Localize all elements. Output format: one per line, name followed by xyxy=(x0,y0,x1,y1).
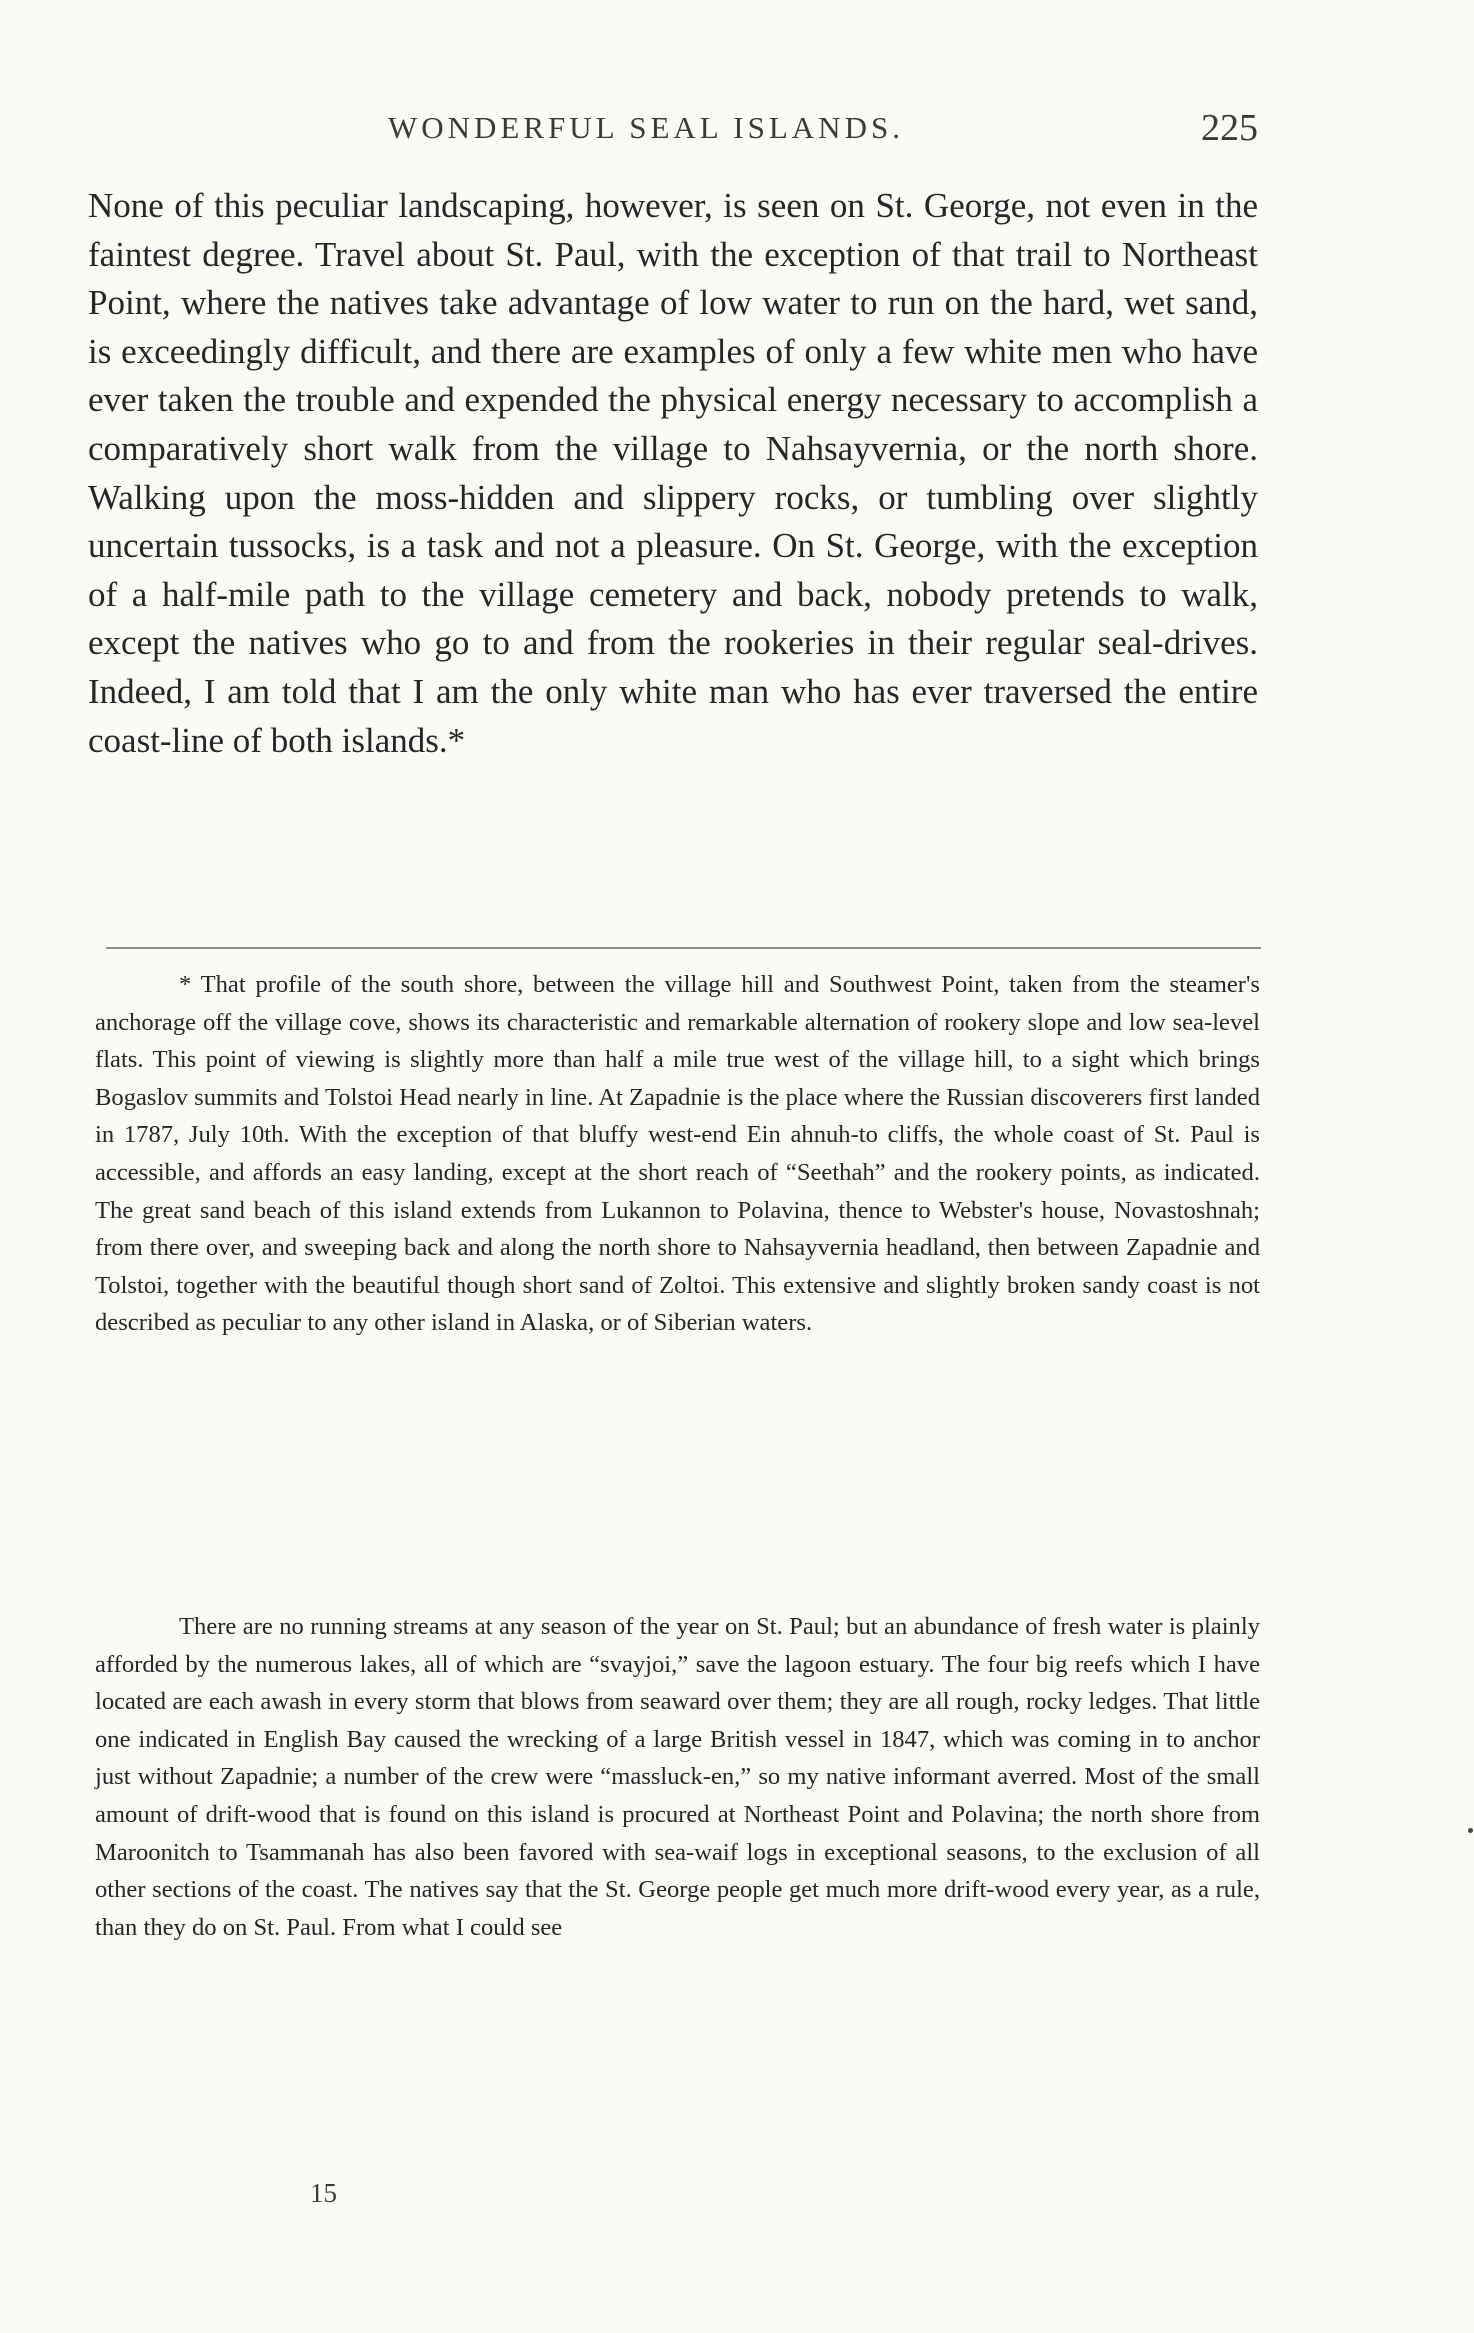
body-paragraph: None of this peculiar landscaping, however, is seen on St. George, not even in the faintest degree. Travel about St. Paul, with the exception of that trail to Northeast Point, where the natives take advantage of low water to run on the hard, wet sand, is exceedingly difficult, and there are examples of only a few white men who have ever taken the trouble and expended the physical energy necessary to accomplish a comparatively short walk from the village to Nahsayvernia, or the north shore. Walking upon the moss-hidden and slippery rocks, or tumbling over slightly uncertain tussocks, is a task and not a pleasure. On St. George, with the exception of a half-mile path to the village cemetery and back, nobody pretends to walk, except the natives who go to and from the rookeries in their regular seal-drives. Indeed, I am told that I am the only white man who has ever traversed the entire coast-line of both islands.* xyxy=(88,186,1258,760)
footnote-paragraph: There are no running streams at any season of the year on St. Paul; but an abundance of fresh water is plainly afforded by the numerous lakes, all of which are “svayjoi,” save the lagoon estuary. The four big reefs which I have located are each awash in every storm that blows from seaward over them; they are all rough, rocky ledges. That little one indicated in English Bay caused the wrecking of a large British vessel in 1847, which was coming in to anchor just without Zapadnie; a number of the crew were “massluck-en,” so my native informant averred. Most of the small amount of drift-wood that is found on this island is procured at Northeast Point and Polavina; the north shore from Maroonitch to Tsammanah has also been favored with sea-waif logs in exceptional seasons, to the exclusion of all other sections of the coast. The natives say that the St. George people get much more drift-wood every year, as a rule, than they do on St. Paul. From what I could see xyxy=(95,1613,1260,1941)
footnote-divider xyxy=(106,947,1261,949)
running-head xyxy=(88,107,1258,160)
signature-mark: 15 xyxy=(310,2178,337,2208)
margin-dot xyxy=(1468,1828,1473,1833)
footnote-paragraph: * That profile of the south shore, between the village hill and Southwest Point, taken from the steamer's anchorage off the village cove, shows its characteristic and remarkable alternation of rookery slope and low sea-level flats. This point of viewing is slightly more than half a mile true west of the village hill, to a sight which brings Bogaslov summits and Tolstoi Head nearly in line. At Zapadnie is the place where the Russian discoverers first landed in 1787, July 10th. With the exception of that bluffy west-end Ein ahnuh-to cliffs, the whole coast of St. Paul is accessible, and affords an easy landing, except at the short reach of “Seethah” and the rookery points, as indicated. The great sand beach of this island extends from Lukannon to Polavina, thence to Webster's house, Novastoshnah; from there over, and sweeping back and along the north shore to Nahsayvernia headland, then between Zapadnie and Tolstoi, together with the beautiful though short sand of Zoltoi. This extensive and slightly broken sandy coast is not described as peculiar to any other island in Alaska, or of Siberian waters. xyxy=(95,971,1260,1337)
page-number: 225 xyxy=(1201,107,1258,149)
running-title: WONDERFUL SEAL ISLANDS. xyxy=(388,110,904,145)
